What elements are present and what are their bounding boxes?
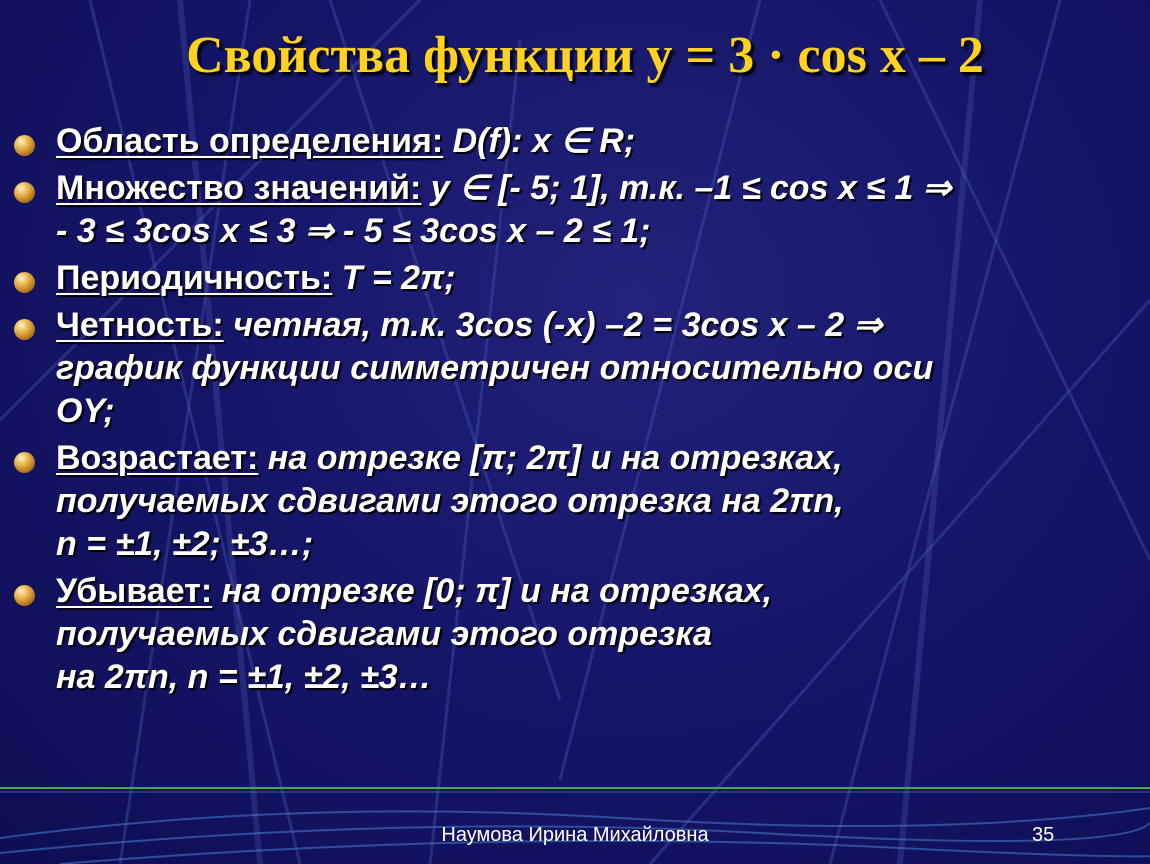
item-line <box>56 570 1134 613</box>
item-label: Четность: <box>56 306 224 344</box>
bullet-icon <box>14 585 35 606</box>
bullet-icon <box>14 272 35 293</box>
item-label: Область определения: <box>56 122 444 160</box>
bullet-icon <box>14 319 35 340</box>
list-item <box>14 570 1134 699</box>
item-text: T = 2π; <box>332 259 456 297</box>
list-item <box>14 304 1134 433</box>
footer-decoration <box>0 778 1150 864</box>
page-number: 35 <box>1032 824 1055 846</box>
list-item <box>14 257 1134 300</box>
item-text: - 3 ≤ 3cos x ≤ 3 ⇒ - 5 ≤ 3cos x – 2 ≤ 1; <box>56 212 651 250</box>
item-text: получаемых сдвигами этого отрезка на 2πn, <box>56 482 844 520</box>
item-text: четная, т.к. 3cos (-x) –2 = 3cos x – 2 ⇒ <box>223 306 883 344</box>
footer-author: Наумова Ирина Михайловна <box>441 824 709 846</box>
bullet-icon <box>14 452 35 473</box>
item-text: на 2πn, n = ±1, ±2, ±3… <box>56 658 432 696</box>
item-text: график функции симметричен относительно оси <box>56 349 934 387</box>
item-text: D(f): x ∈ R; <box>443 122 636 160</box>
item-line <box>56 437 1134 480</box>
item-text: y ∈ [- 5; 1], т.к. –1 ≤ cos x ≤ 1 ⇒ <box>421 169 952 207</box>
item-line <box>56 120 1134 163</box>
list-item <box>14 437 1134 566</box>
item-line <box>56 257 1134 300</box>
list-item <box>14 120 1134 163</box>
item-label: Убывает: <box>56 572 213 610</box>
item-text: на отрезке [π; 2π] и на отрезках, <box>258 439 843 477</box>
bullet-icon <box>14 182 35 203</box>
properties-list <box>14 120 1134 703</box>
bullet-icon <box>14 135 35 156</box>
slide-title: Свойства функции y = 3 · cos x – 2 <box>186 27 984 84</box>
item-text: на отрезке [0; π] и на отрезках, <box>212 572 773 610</box>
item-text: n = ±1, ±2; ±3…; <box>56 525 314 563</box>
item-label: Периодичность: <box>56 259 333 297</box>
item-line <box>56 304 1134 347</box>
item-text: OY; <box>56 392 115 430</box>
item-label: Возрастает: <box>56 439 259 477</box>
item-line <box>56 167 1134 210</box>
item-text: получаемых сдвигами этого отрезка <box>56 615 712 653</box>
list-item <box>14 167 1134 253</box>
item-label: Множество значений: <box>56 169 422 207</box>
